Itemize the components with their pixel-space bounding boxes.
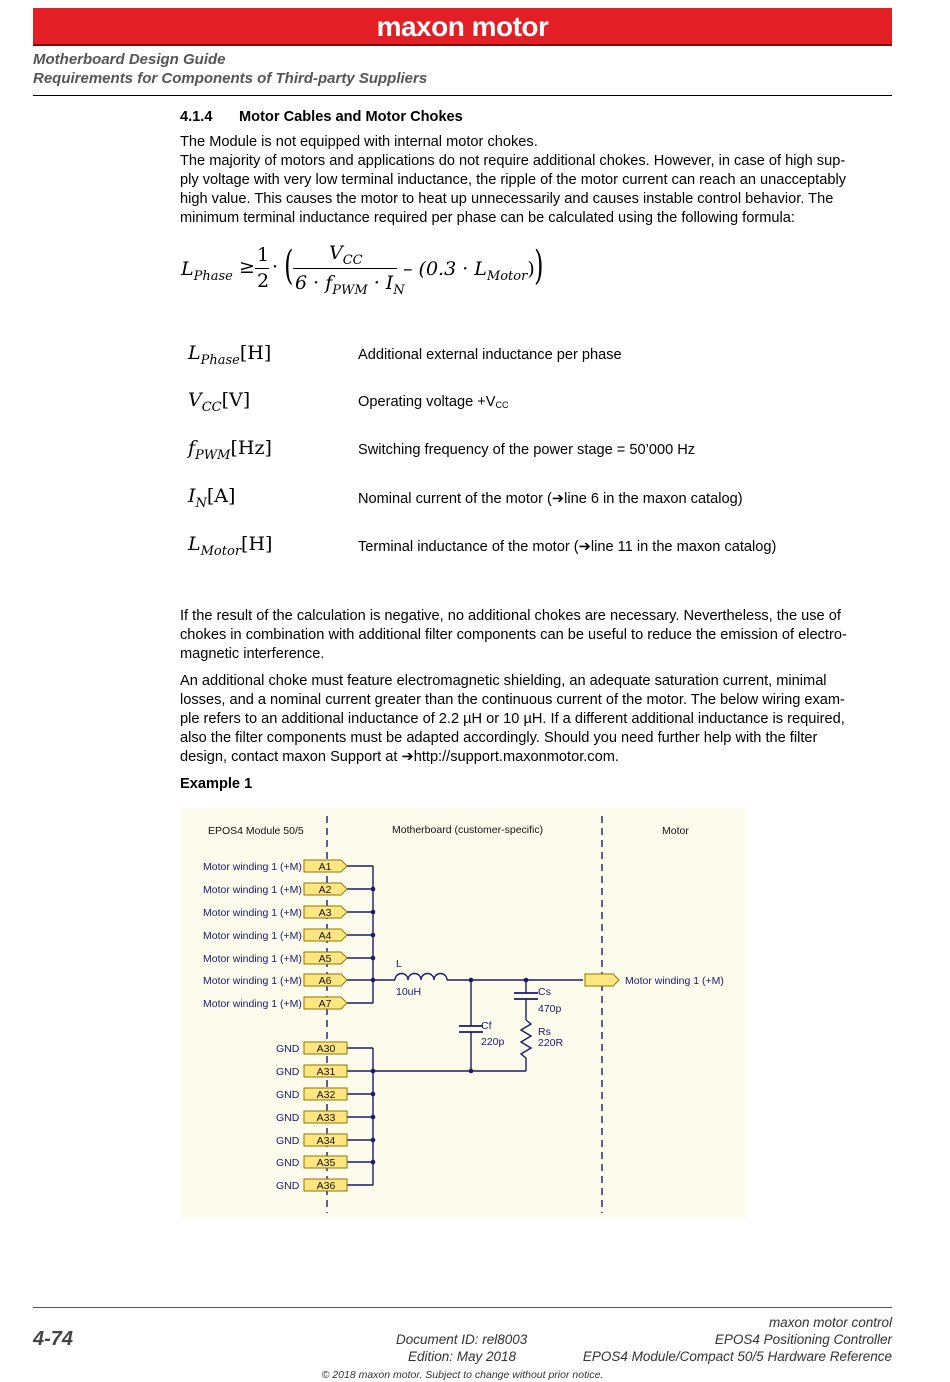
- pin-label: A2: [318, 884, 332, 896]
- formula-open-paren: (: [284, 243, 294, 289]
- paragraph-line: An additional choke must feature electromagnetic shielding, an adequate saturation current, minimal: [180, 673, 827, 689]
- definition-desc: Additional external inductance per phase: [358, 347, 622, 363]
- zone-label-motherboard: Motherboard (customer-specific): [392, 824, 544, 836]
- intro-line: high value. This causes the motor to heat up unnecessarily and causes instable control behavior. The: [180, 191, 834, 207]
- brand-bar: [33, 8, 892, 46]
- paragraph-negative-result: [180, 607, 892, 664]
- definition-symbol: $L_{Phase}[H]$: [188, 342, 272, 368]
- inductor-value: 10uH: [396, 986, 422, 998]
- winding-label: Motor winding 1 (+M): [203, 861, 302, 873]
- footer-copyright: © 2018 maxon motor. Subject to change without prior notice.: [321, 1369, 604, 1381]
- formula-half-den: 2: [257, 270, 270, 292]
- paragraph-line: If the result of the calculation is negative, no additional chokes are necessary. Nevertheless, the use of: [180, 608, 841, 624]
- gnd-label: GND: [276, 1180, 300, 1192]
- cf-name: Cf: [481, 1020, 492, 1032]
- formula-minus-term: – $(0.3 \cdot L_{Motor})$: [403, 258, 535, 284]
- resistor-rs-symbol: [521, 1020, 531, 1058]
- formula-geq: ≥: [239, 256, 255, 278]
- definition-desc: Operating voltage $+V_{CC}$: [358, 394, 509, 410]
- gnd-label: GND: [276, 1135, 300, 1147]
- winding-label: Motor winding 1 (+M): [203, 907, 302, 919]
- gnd-label: GND: [276, 1112, 300, 1124]
- example-title: Example 1: [180, 776, 253, 792]
- definition-desc: Nominal current of the motor (➔line 6 in the maxon catalog): [358, 491, 743, 507]
- pin-label: A4: [318, 930, 332, 942]
- pin-label: A32: [316, 1089, 336, 1101]
- definition-row: [188, 342, 271, 368]
- paragraph-line: also the filter components must be adapted accordingly. Should you need further help with the filter: [180, 730, 818, 746]
- footer-product-line: maxon motor control: [768, 1315, 892, 1330]
- pin-label: A31: [316, 1066, 336, 1078]
- rs-value: 220R: [538, 1037, 564, 1049]
- intro-line: The majority of motors and applications do not require additional chokes. However, in case of high sup-: [180, 153, 846, 169]
- pin-label: A7: [318, 998, 332, 1010]
- arrow-icon: ➔: [401, 749, 414, 765]
- intro-line: minimum terminal inductance required per phase can be calculated using the following formula:: [180, 210, 795, 226]
- formula-dot: ·: [272, 256, 279, 278]
- pin-label: A5: [318, 953, 332, 965]
- inductor-symbol: [395, 974, 447, 981]
- winding-label: Motor winding 1 (+M): [203, 998, 302, 1010]
- formula-frac-bar: [293, 268, 397, 269]
- page-number: 4-74: [33, 1328, 74, 1350]
- formula-half-num: 1: [257, 244, 270, 266]
- footer-edition: Edition: May 2018: [408, 1349, 517, 1364]
- definition-symbol: $f_{PWM}[Hz]$: [188, 437, 272, 463]
- pin-label: A3: [318, 907, 332, 919]
- cs-name: Cs: [538, 986, 551, 998]
- arrow-icon: ➔: [551, 491, 565, 507]
- paragraph-choke-requirements: [180, 672, 892, 767]
- winding-label: Motor winding 1 (+M): [203, 930, 302, 942]
- footer-document-id: Document ID: rel8003: [396, 1332, 528, 1347]
- pin-label: A6: [318, 975, 332, 987]
- brand-logo-text: maxon motor: [376, 11, 549, 42]
- definition-symbol: $L_{Motor}[H]$: [188, 533, 273, 559]
- formula-frac-num: $V_{CC}$: [329, 242, 363, 268]
- paragraph-line: chokes in combination with additional filter components can be useful to reduce the emission of electro-: [180, 627, 847, 643]
- section-title: Motor Cables and Motor Chokes: [239, 109, 463, 125]
- formula-lhs: $L_{Phase}$: [181, 258, 233, 284]
- winding-label: Motor winding 1 (+M): [203, 953, 302, 965]
- formula-close-paren: ): [534, 243, 544, 289]
- header-guide-title: Motherboard Design Guide: [33, 51, 226, 68]
- pin-label: A35: [316, 1157, 336, 1169]
- zone-label-motor: Motor: [662, 825, 689, 837]
- pin-label: A30: [316, 1043, 336, 1055]
- pin-label: A36: [316, 1180, 336, 1192]
- inductance-formula: [181, 242, 561, 306]
- formula-half-bar: [255, 268, 269, 269]
- motor-winding-label: Motor winding 1 (+M): [625, 975, 724, 987]
- pin-label: A33: [316, 1112, 336, 1124]
- definition-row: [188, 485, 235, 511]
- definition-row: [188, 533, 272, 559]
- section-number: 4.1.4: [180, 109, 213, 125]
- paragraph-line: ple refers to an additional inductance of 2.2 µH or 10 µH. If a different additional inductance is required,: [180, 711, 845, 727]
- definition-row: [188, 389, 250, 415]
- inductor-name: L: [396, 958, 402, 970]
- pin-label: A34: [316, 1135, 336, 1147]
- intro-paragraph-2: [180, 152, 892, 228]
- footer-document-title: EPOS4 Module/Compact 50/5 Hardware Reference: [582, 1349, 892, 1364]
- pin-label: A1: [318, 861, 332, 873]
- wiring-diagram: [181, 808, 747, 1218]
- footer-rule: [33, 1307, 892, 1308]
- header-chapter-title: Requirements for Components of Third-party Suppliers: [33, 70, 428, 87]
- gnd-label: GND: [276, 1066, 300, 1078]
- header-rule: [33, 95, 892, 96]
- support-link[interactable]: http://support.maxonmotor.com.: [413, 749, 619, 765]
- definition-row: [188, 437, 272, 463]
- gnd-label: GND: [276, 1043, 300, 1055]
- intro-paragraph-1: The Module is not equipped with internal motor chokes.: [180, 134, 538, 150]
- cf-value: 220p: [481, 1036, 505, 1048]
- definition-desc: Switching frequency of the power stage = 50’000 Hz: [358, 442, 696, 458]
- definition-symbol: $V_{CC}[V]$: [188, 389, 251, 415]
- gnd-label: GND: [276, 1089, 300, 1101]
- paragraph-line: magnetic interference.: [180, 646, 325, 662]
- cs-value: 470p: [538, 1003, 562, 1015]
- definition-desc: Terminal inductance of the motor (➔line 11 in the maxon catalog): [358, 539, 777, 555]
- definition-symbol: $I_N[A]$: [188, 485, 236, 511]
- formula-frac-den: $6 \cdot f_{PWM} \cdot I_N$: [295, 272, 405, 298]
- paragraph-line: losses, and a nominal current greater than the continuous current of the motor. The below wiring exam-: [180, 692, 845, 708]
- winding-label: Motor winding 1 (+M): [203, 975, 302, 987]
- arrow-icon: ➔: [578, 539, 591, 555]
- zone-label-module: EPOS4 Module 50/5: [208, 825, 304, 837]
- footer-product-name: EPOS4 Positioning Controller: [714, 1332, 892, 1347]
- intro-line: ply voltage with very low terminal inductance, the ripple of the motor current can reach an unacceptably: [180, 172, 846, 188]
- gnd-label: GND: [276, 1157, 300, 1169]
- winding-label: Motor winding 1 (+M): [203, 884, 302, 896]
- rs-name: Rs: [538, 1026, 551, 1038]
- paragraph-line: design, contact maxon Support at ➔http://support.maxonmotor.com.: [180, 749, 619, 765]
